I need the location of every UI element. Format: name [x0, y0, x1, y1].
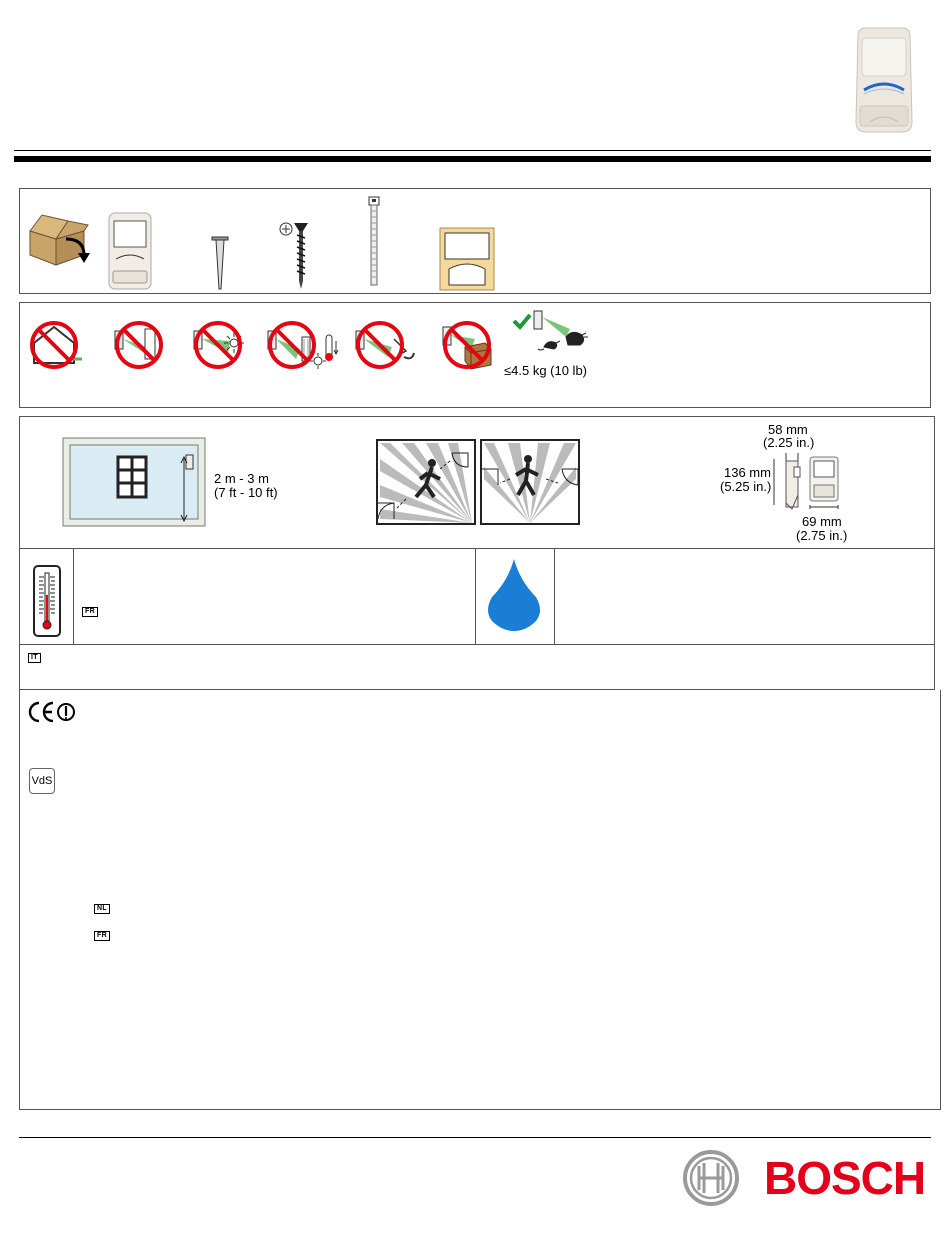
- thermometer-icon: [33, 565, 61, 637]
- environment-row-divider: [20, 644, 934, 645]
- no-moving-objects-icon: [354, 319, 424, 371]
- no-window-icon: [113, 319, 169, 371]
- no-heat-source-icon: [266, 319, 342, 375]
- language-flag-nl: NL: [94, 904, 110, 914]
- coverage-pattern-diagram-2: [480, 439, 580, 525]
- detector-icon: [107, 211, 153, 291]
- screw-icon: [278, 219, 318, 291]
- wall-plug-icon: [210, 235, 230, 291]
- cable-tie-icon: [364, 195, 384, 291]
- pet-weight-limit: ≤4.5 kg (10 lb): [504, 363, 588, 378]
- pet-immune-icon: [510, 307, 590, 355]
- depth-dimension: 58 mm: [768, 422, 808, 437]
- no-obstruction-icon: [441, 319, 497, 371]
- humidity-icon-divider: [554, 548, 555, 644]
- ce-mark-icon: [27, 700, 75, 724]
- mounting-height-imperial-label: (7 ft - 10 ft): [214, 485, 278, 500]
- height-dimension: 136 mm: [724, 465, 771, 480]
- product-image: [850, 26, 918, 136]
- mounting-panel: [19, 416, 935, 690]
- humidity-drop-icon: [482, 557, 546, 631]
- vds-mark: VdS: [29, 768, 55, 794]
- coverage-pattern-diagram-1: [376, 439, 476, 525]
- temperature-icon-divider: [73, 548, 74, 644]
- footer-rule: [19, 1137, 931, 1138]
- width-dimension-imperial: (2.75 in.): [796, 528, 848, 543]
- header-rule-thick: [14, 156, 931, 162]
- language-flag-fr-2: FR: [94, 931, 110, 941]
- depth-dimension-imperial: (2.25 in.): [763, 435, 815, 450]
- height-dimension-imperial: (5.25 in.): [720, 479, 772, 494]
- bosch-wordmark: BOSCH: [764, 1152, 926, 1204]
- language-flag-it: IT: [28, 653, 41, 663]
- dimensions-diagram: [772, 451, 842, 517]
- language-flag-fr: FR: [82, 607, 98, 617]
- package-contents-panel: [19, 188, 931, 294]
- installation-restrictions-panel: [19, 302, 931, 408]
- mounting-template-icon: [439, 227, 495, 291]
- no-sunlight-icon: [192, 319, 248, 371]
- no-outdoor-icon: [28, 319, 84, 371]
- bosch-logo-icon: [682, 1149, 740, 1207]
- compliance-panel: [19, 690, 941, 1110]
- mounting-height-diagram: [62, 437, 206, 527]
- header-rule-thin: [14, 150, 931, 151]
- temperature-humidity-divider: [475, 548, 476, 644]
- mounting-height-label: 2 m - 3 m: [214, 471, 269, 486]
- open-box-icon: [26, 209, 92, 269]
- mounting-row-divider: [20, 548, 934, 549]
- width-dimension: 69 mm: [802, 514, 842, 529]
